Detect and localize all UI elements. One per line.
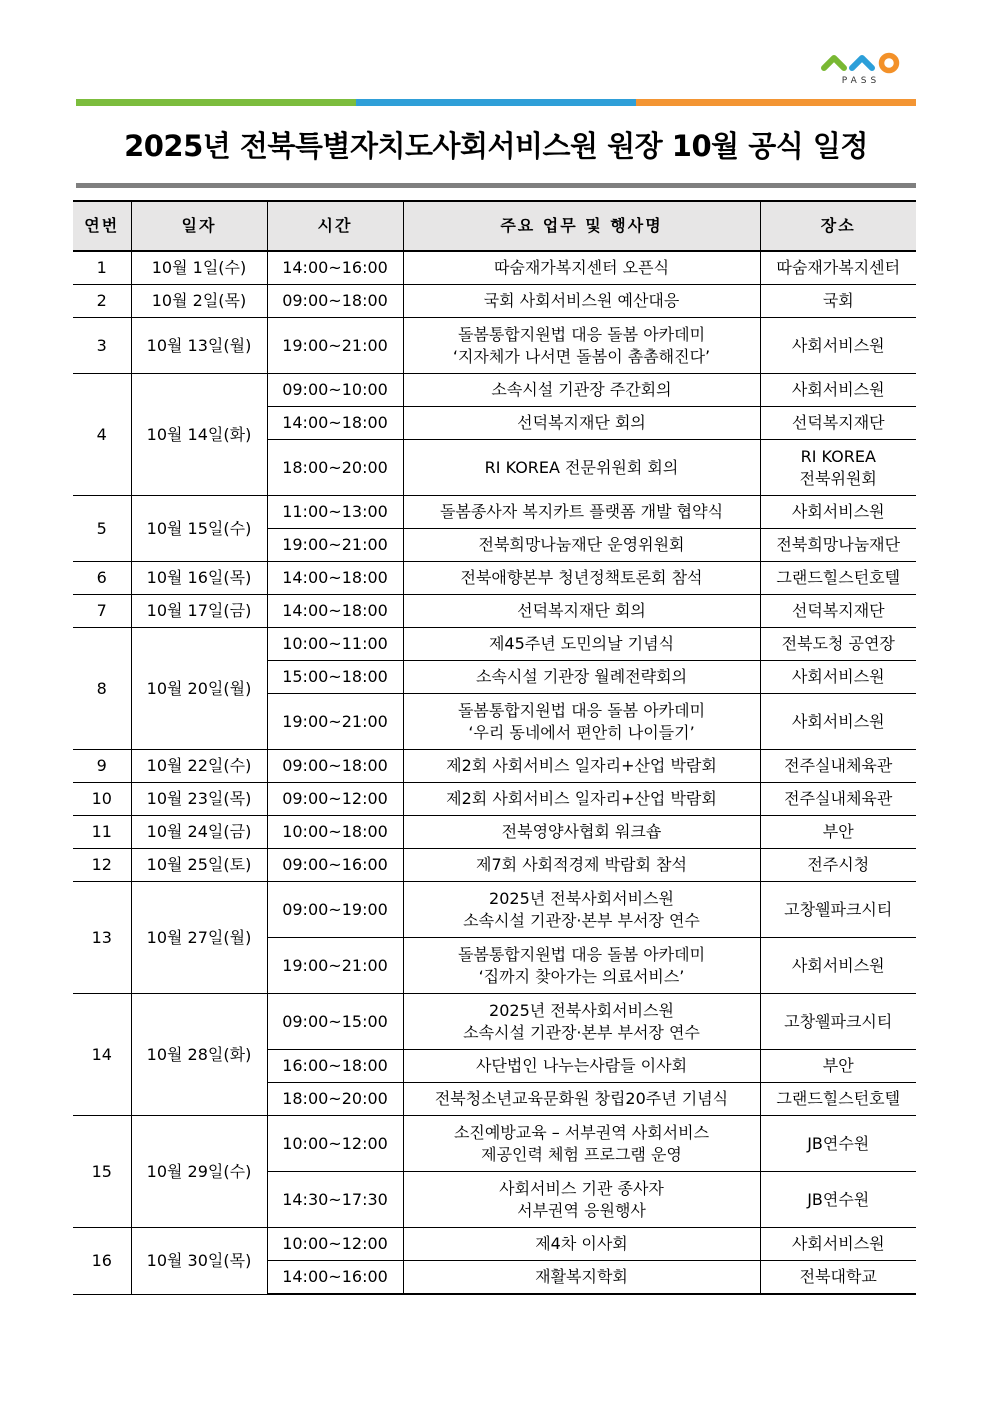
header-place: 장소	[760, 201, 916, 251]
cell-date: 10월 22일(수)	[131, 750, 267, 783]
cell-place	[760, 407, 916, 440]
event-name-line: 전북애향본부 청년정책토론회 참석	[460, 568, 703, 587]
place-line: 따숨재가복지센터	[776, 258, 901, 277]
place-line: 사회서비스원	[791, 380, 885, 399]
cell-event-name	[403, 1228, 760, 1261]
table-row	[73, 882, 916, 938]
header-bar-green	[76, 99, 356, 106]
event-name-line: 전북희망나눔재단 운영위원회	[478, 535, 685, 554]
header-event: 주요 업무 및 행사명	[403, 201, 760, 251]
logo-orange-circle	[882, 56, 897, 71]
event-name-line: 따숨재가복지센터 오픈식	[493, 258, 670, 277]
cell-time: 14:00~16:00	[267, 1261, 403, 1295]
event-name-line: ‘집까지 찾아가는 의료서비스’	[478, 966, 685, 986]
cell-event-name	[403, 1083, 760, 1116]
cell-time: 09:00~18:00	[267, 285, 403, 318]
cell-event-name	[403, 816, 760, 849]
cell-time: 10:00~12:00	[267, 1228, 403, 1261]
place-line: JB연수원	[807, 1133, 870, 1153]
logo-blue-chevron	[852, 58, 872, 68]
cell-time: 19:00~21:00	[267, 318, 403, 374]
cell-event-name	[403, 595, 760, 628]
title-underline	[76, 183, 916, 188]
cell-event-name	[403, 1172, 760, 1228]
place-line: 고창웰파크시티	[784, 1011, 893, 1031]
event-name-line: 2025년 전북사회서비스원	[489, 1000, 674, 1020]
cell-time: 09:00~16:00	[267, 849, 403, 882]
cell-place	[760, 938, 916, 994]
cell-time: 15:00~18:00	[267, 661, 403, 694]
cell-place	[760, 661, 916, 694]
table-row	[73, 318, 916, 374]
cell-event-name	[403, 1116, 760, 1172]
table-row	[73, 849, 916, 882]
cell-event-name	[403, 318, 760, 374]
cell-place	[760, 285, 916, 318]
cell-date: 10월 16일(목)	[131, 562, 267, 595]
cell-time: 10:00~11:00	[267, 628, 403, 661]
schedule-table	[73, 200, 916, 1295]
cell-event-name	[403, 783, 760, 816]
cell-date: 10월 2일(목)	[131, 285, 267, 318]
event-name-line: 소속시설 기관장 주간회의	[491, 380, 672, 399]
cell-place	[760, 595, 916, 628]
schedule-table-header	[73, 201, 916, 251]
cell-event-name	[403, 285, 760, 318]
cell-place	[760, 816, 916, 849]
cell-event-name	[403, 407, 760, 440]
header-time: 시간	[267, 201, 403, 251]
cell-no: 14	[73, 994, 131, 1116]
cell-place	[760, 1228, 916, 1261]
cell-event-name	[403, 694, 760, 750]
event-name-line: 제공인력 체험 프로그램 운영	[481, 1144, 682, 1164]
cell-time: 10:00~18:00	[267, 816, 403, 849]
place-line: 사회서비스원	[791, 711, 885, 731]
cell-time: 09:00~15:00	[267, 994, 403, 1050]
cell-place	[760, 628, 916, 661]
cell-time: 09:00~10:00	[267, 374, 403, 407]
cell-place	[760, 1172, 916, 1228]
place-line: 전북도청 공연장	[781, 634, 895, 653]
place-line: 그랜드힐스턴호텔	[776, 568, 901, 587]
cell-time: 14:00~18:00	[267, 595, 403, 628]
place-line: 사회서비스원	[791, 955, 885, 975]
event-name-line: 소속시설 기관장·본부 부서장 연수	[463, 1022, 700, 1042]
cell-event-name	[403, 661, 760, 694]
cell-no: 12	[73, 849, 131, 882]
event-name-line: 돌봄통합지원법 대응 돌봄 아카데미	[457, 700, 706, 720]
cell-time: 18:00~20:00	[267, 1083, 403, 1116]
cell-place	[760, 318, 916, 374]
table-row	[73, 562, 916, 595]
header-bar-blue	[356, 99, 636, 106]
event-name-line: 제45주년 도민의날 기념식	[488, 634, 675, 653]
cell-date: 10월 30일(목)	[131, 1228, 267, 1295]
cell-time: 09:00~19:00	[267, 882, 403, 938]
place-line: 선덕복지재단	[791, 601, 885, 620]
cell-event-name	[403, 1050, 760, 1083]
cell-time: 18:00~20:00	[267, 440, 403, 496]
place-line: 사회서비스원	[791, 335, 885, 355]
cell-date: 10월 28일(화)	[131, 994, 267, 1116]
cell-place	[760, 849, 916, 882]
cell-date: 10월 27일(월)	[131, 882, 267, 994]
table-row	[73, 1228, 916, 1261]
cell-event-name	[403, 849, 760, 882]
table-row	[73, 595, 916, 628]
cell-place	[760, 750, 916, 783]
place-line: 사회서비스원	[791, 667, 885, 686]
place-line: 부안	[822, 822, 854, 841]
cell-time: 14:00~18:00	[267, 407, 403, 440]
cell-time: 14:00~18:00	[267, 562, 403, 595]
cell-no: 11	[73, 816, 131, 849]
cell-place	[760, 440, 916, 496]
header-date: 일자	[131, 201, 267, 251]
place-line: 전북대학교	[799, 1267, 877, 1286]
cell-time: 10:00~12:00	[267, 1116, 403, 1172]
cell-no: 13	[73, 882, 131, 994]
place-line: 부안	[822, 1056, 854, 1075]
place-line: 전주실내체육관	[784, 789, 893, 808]
table-row	[73, 285, 916, 318]
cell-event-name	[403, 529, 760, 562]
cell-place	[760, 496, 916, 529]
cell-place	[760, 783, 916, 816]
cell-no: 4	[73, 374, 131, 496]
table-row	[73, 750, 916, 783]
cell-place	[760, 1116, 916, 1172]
place-line: 고창웰파크시티	[784, 899, 893, 919]
cell-place	[760, 251, 916, 285]
place-line: 그랜드힐스턴호텔	[776, 1089, 901, 1108]
cell-event-name	[403, 440, 760, 496]
cell-no: 7	[73, 595, 131, 628]
cell-place	[760, 1083, 916, 1116]
page-title: 2025년 전북특별자치도사회서비스원 원장 10월 공식 일정	[124, 129, 868, 163]
event-name-line: 선덕복지재단 회의	[517, 601, 646, 620]
cell-event-name	[403, 496, 760, 529]
place-line: 사회서비스원	[791, 1234, 885, 1253]
cell-place	[760, 994, 916, 1050]
event-name-line: 돌봄통합지원법 대응 돌봄 아카데미	[457, 324, 706, 344]
cell-place	[760, 562, 916, 595]
cell-no: 5	[73, 496, 131, 562]
header-color-bar	[76, 99, 916, 106]
pass-logo	[818, 50, 902, 88]
cell-no: 9	[73, 750, 131, 783]
place-line: JB연수원	[807, 1189, 870, 1209]
cell-date: 10월 13일(월)	[131, 318, 267, 374]
cell-place	[760, 1261, 916, 1295]
cell-date: 10월 17일(금)	[131, 595, 267, 628]
event-name-line: 전북영양사협회 워크숍	[501, 822, 662, 841]
cell-place	[760, 374, 916, 407]
cell-event-name	[403, 562, 760, 595]
cell-date: 10월 23일(목)	[131, 783, 267, 816]
header-bar-orange	[636, 99, 916, 106]
cell-no: 1	[73, 251, 131, 285]
cell-place	[760, 529, 916, 562]
cell-event-name	[403, 994, 760, 1050]
cell-no: 6	[73, 562, 131, 595]
cell-date: 10월 24일(금)	[131, 816, 267, 849]
event-name-line: 소진예방교육 – 서부권역 사회서비스	[453, 1122, 710, 1142]
cell-time: 19:00~21:00	[267, 938, 403, 994]
cell-date: 10월 25일(토)	[131, 849, 267, 882]
cell-event-name	[403, 1261, 760, 1295]
event-name-line: 2025년 전북사회서비스원	[489, 888, 674, 908]
place-line: 전북위원회	[799, 468, 877, 488]
cell-time: 09:00~18:00	[267, 750, 403, 783]
cell-event-name	[403, 628, 760, 661]
cell-time: 19:00~21:00	[267, 694, 403, 750]
cell-no: 10	[73, 783, 131, 816]
place-line: 선덕복지재단	[791, 413, 885, 432]
event-name-line: 돌봄종사자 복지카트 플랫폼 개발 협약식	[439, 502, 724, 521]
table-row	[73, 816, 916, 849]
event-name-line: 제2회 사회서비스 일자리+산업 박람회	[446, 756, 717, 775]
logo-green-chevron	[824, 58, 844, 68]
place-line: RI KOREA	[800, 446, 876, 466]
table-row	[73, 628, 916, 661]
event-name-line: ‘지자체가 나서면 돌봄이 촘촘해진다’	[452, 346, 711, 366]
cell-event-name	[403, 938, 760, 994]
cell-no: 8	[73, 628, 131, 750]
cell-time: 09:00~12:00	[267, 783, 403, 816]
event-name-line: 선덕복지재단 회의	[517, 413, 646, 432]
cell-no: 2	[73, 285, 131, 318]
schedule-table-body	[73, 251, 916, 1294]
cell-event-name	[403, 251, 760, 285]
cell-place	[760, 1050, 916, 1083]
cell-event-name	[403, 882, 760, 938]
cell-date: 10월 20일(월)	[131, 628, 267, 750]
event-name-line: RI KOREA 전문위원회 회의	[484, 457, 679, 477]
table-row	[73, 783, 916, 816]
event-name-line: 서부권역 응원행사	[517, 1200, 646, 1220]
cell-date: 10월 15일(수)	[131, 496, 267, 562]
event-name-line: 국회 사회서비스원 예산대응	[483, 291, 680, 310]
cell-date: 10월 1일(수)	[131, 251, 267, 285]
header-no: 연번	[73, 201, 131, 251]
cell-event-name	[403, 750, 760, 783]
place-line: 전주시청	[807, 855, 870, 874]
event-name-line: 제7회 사회적경제 박람회 참석	[476, 855, 687, 874]
event-name-line: 소속시설 기관장·본부 부서장 연수	[463, 910, 700, 930]
cell-no: 3	[73, 318, 131, 374]
table-row	[73, 1116, 916, 1172]
place-line: 전북희망나눔재단	[776, 535, 901, 554]
cell-place	[760, 882, 916, 938]
cell-place	[760, 694, 916, 750]
event-name-line: 사단법인 나누는사람들 이사회	[475, 1056, 688, 1075]
event-name-line: 제2회 사회서비스 일자리+산업 박람회	[446, 789, 717, 808]
pass-logo-mark	[818, 50, 902, 76]
event-name-line: 전북청소년교육문화원 창립20주년 기념식	[434, 1089, 729, 1108]
cell-date: 10월 29일(수)	[131, 1116, 267, 1228]
cell-event-name	[403, 374, 760, 407]
cell-no: 16	[73, 1228, 131, 1295]
event-name-line: 돌봄통합지원법 대응 돌봄 아카데미	[457, 944, 706, 964]
cell-time: 14:30~17:30	[267, 1172, 403, 1228]
cell-time: 14:00~16:00	[267, 251, 403, 285]
cell-date: 10월 14일(화)	[131, 374, 267, 496]
event-name-line: 재활복지학회	[535, 1267, 628, 1286]
table-row	[73, 251, 916, 285]
place-line: 사회서비스원	[791, 502, 885, 521]
event-name-line: 사회서비스 기관 종사자	[499, 1178, 664, 1198]
cell-time: 19:00~21:00	[267, 529, 403, 562]
place-line: 국회	[822, 291, 854, 310]
event-name-line: 제4차 이사회	[535, 1234, 628, 1253]
place-line: 전주실내체육관	[784, 756, 893, 775]
table-row	[73, 994, 916, 1050]
cell-time: 16:00~18:00	[267, 1050, 403, 1083]
cell-no: 15	[73, 1116, 131, 1228]
event-name-line: ‘우리 동네에서 편안히 나이들기’	[468, 722, 695, 742]
event-name-line: 소속시설 기관장 월례전략회의	[475, 667, 688, 686]
cell-time: 11:00~13:00	[267, 496, 403, 529]
logo-text: PASS	[841, 76, 881, 86]
table-row	[73, 496, 916, 529]
table-row	[73, 374, 916, 407]
